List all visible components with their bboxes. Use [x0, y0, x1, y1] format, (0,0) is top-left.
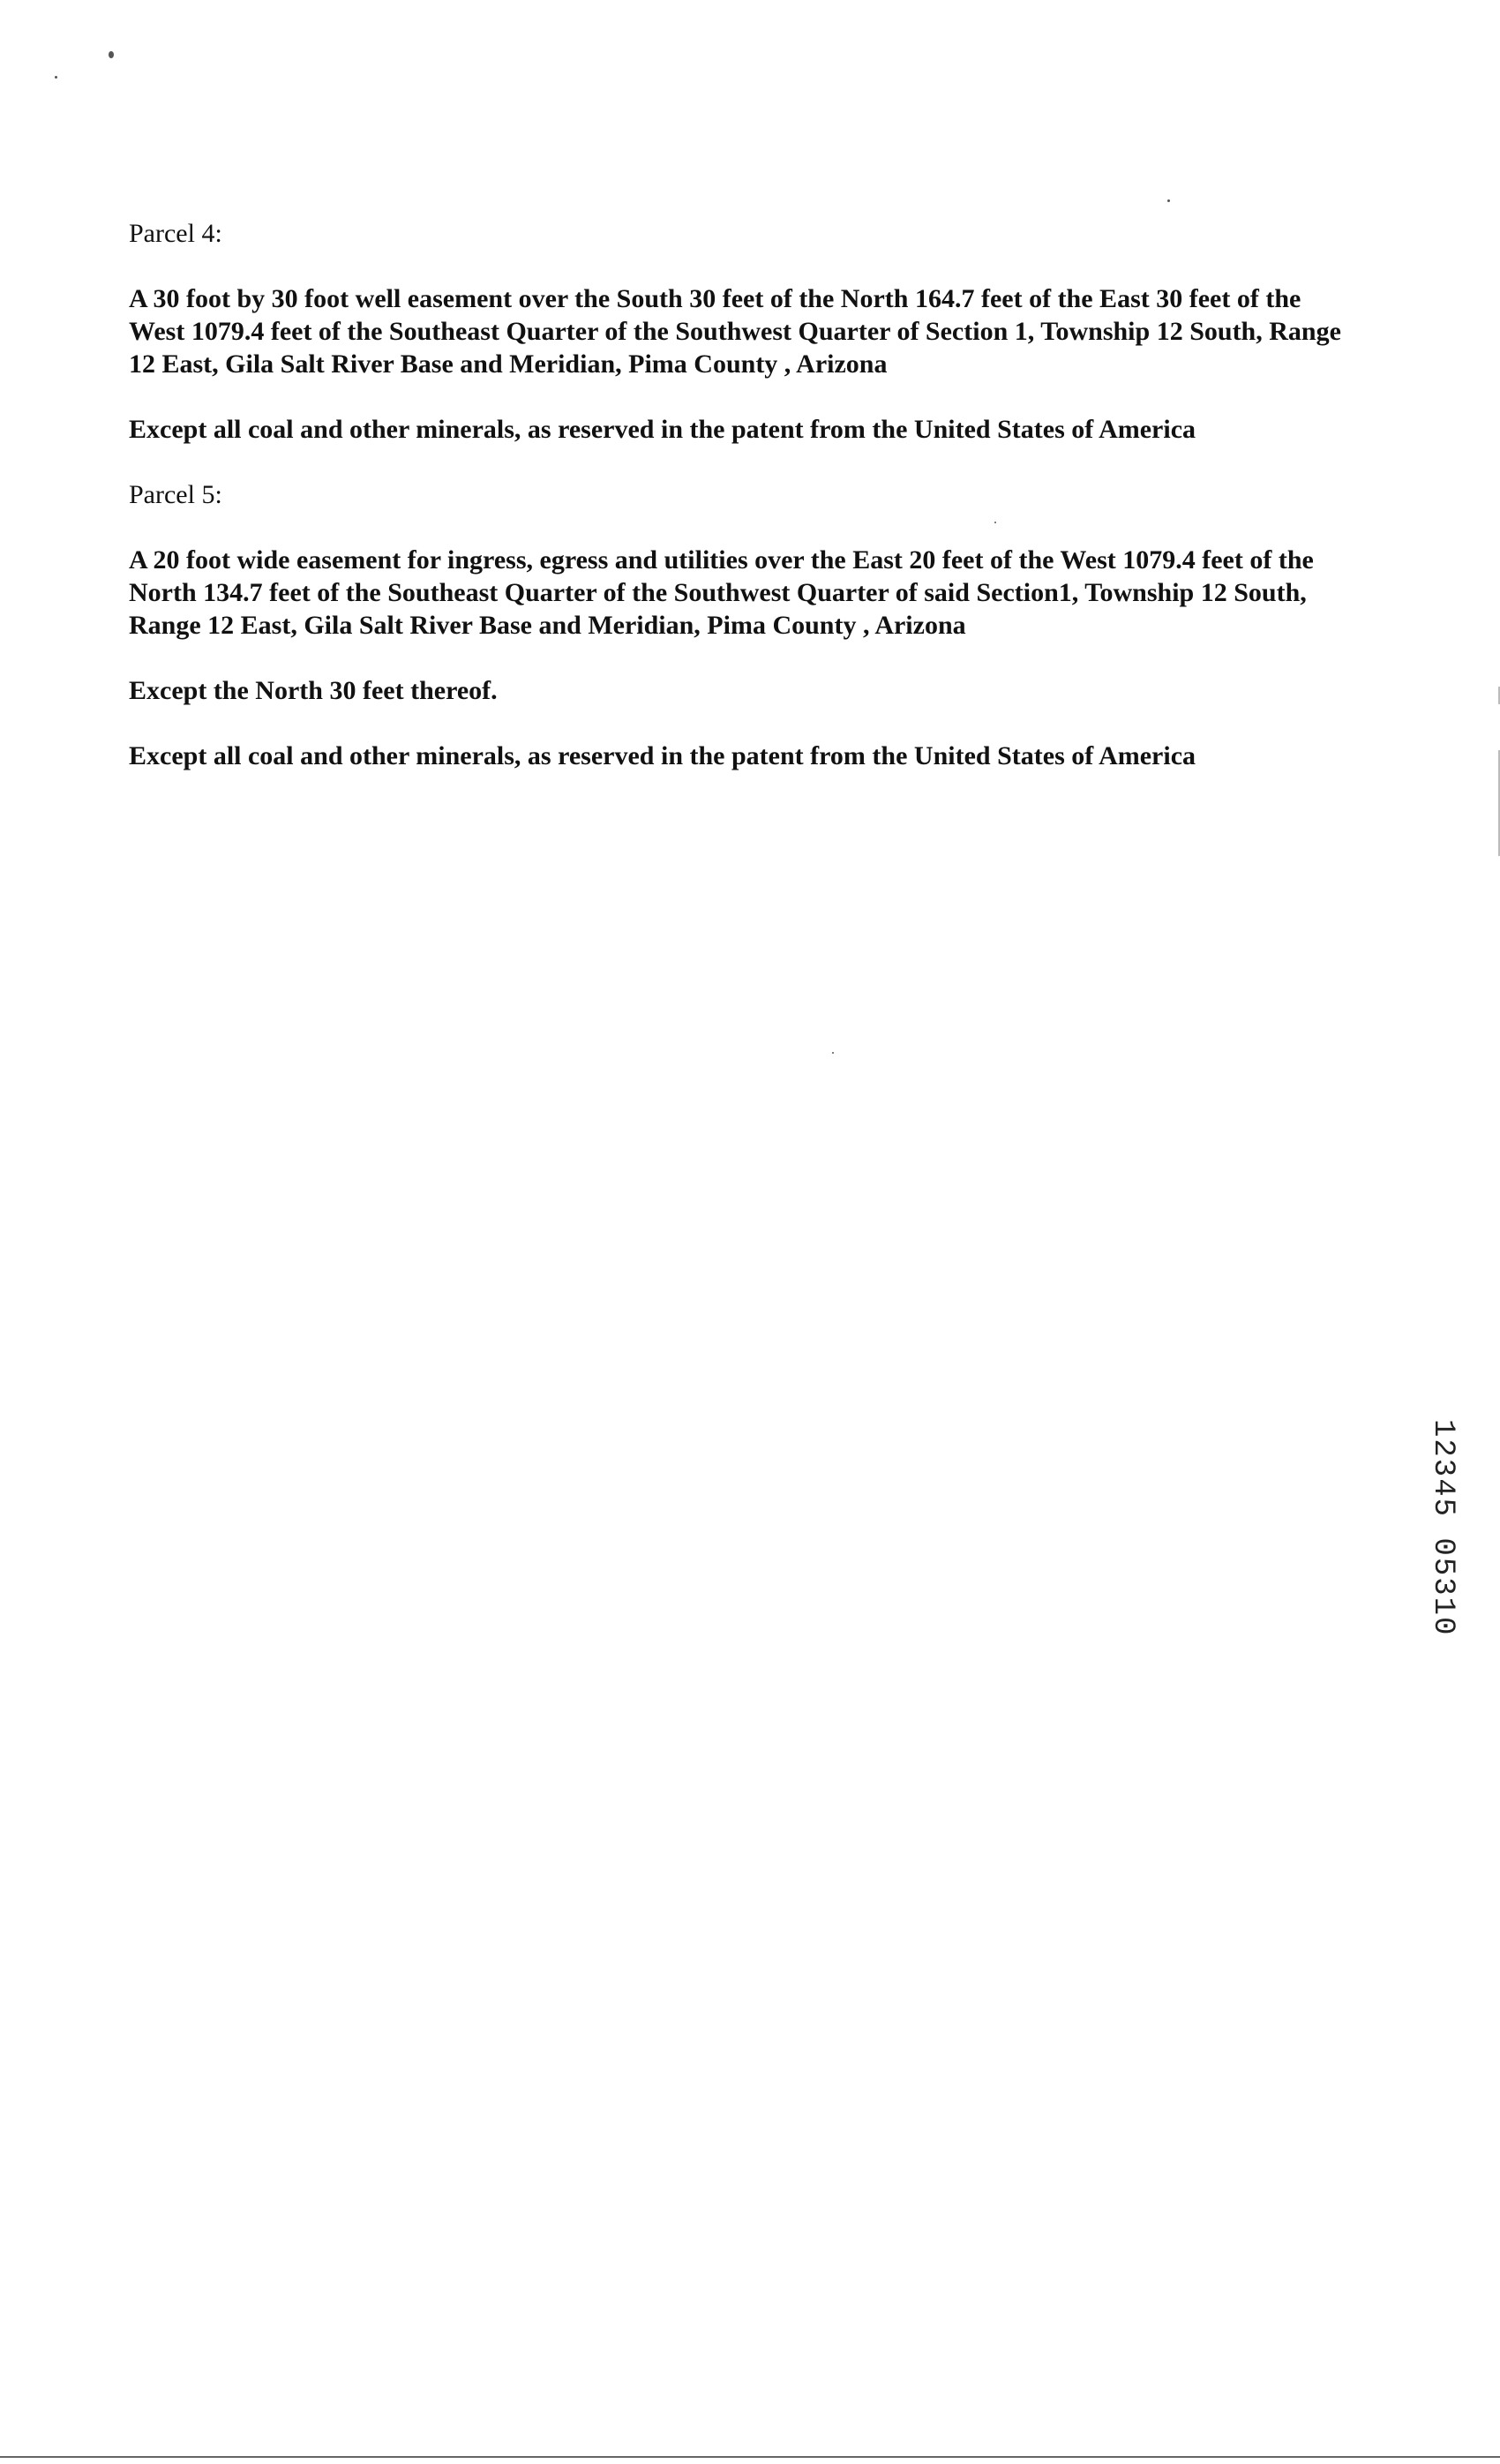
scan-speck: [55, 76, 57, 79]
document-body: [129, 217, 1364, 805]
scan-speck: [832, 1052, 834, 1054]
scan-speck: [1167, 199, 1170, 202]
page-bottom-edge: [0, 2456, 1500, 2458]
scan-speck: [109, 51, 114, 58]
recording-number: 12345 05310: [1426, 1419, 1459, 1637]
parcel-4-description: A 30 foot by 30 foot well easement over the South 30 feet of the North 164.7 feet of the East 30 feet of the West 1079.4 feet of the Southeast Quarter of the Southwest Quarter of Section 1, Township 12 South, Range 12 East, Gila Salt River Base and Meridian, Pima County , Arizona: [129, 284, 1341, 379]
parcel-5-minerals-exception: Except all coal and other minerals, as reserved in the patent from the United States of America: [129, 741, 1196, 770]
parcel-5-heading: Parcel 5:: [129, 480, 222, 509]
parcel-5-description: A 20 foot wide easement for ingress, egress and utilities over the East 20 feet of the West 1079.4 feet of the North 134.7 feet of the Southeast Quarter of the Southwest Quarter of said Section1, Township 12 South, Range 12 East, Gila Salt River Base and Meridian, Pima County , Arizona: [129, 545, 1314, 640]
parcel-4-heading: Parcel 4:: [129, 219, 222, 248]
parcel-5-north-exception: Except the North 30 feet thereof.: [129, 676, 498, 705]
parcel-4-minerals-exception: Except all coal and other minerals, as reserved in the patent from the United States of America: [129, 415, 1196, 444]
recording-number-stamp: [1426, 1419, 1479, 1684]
